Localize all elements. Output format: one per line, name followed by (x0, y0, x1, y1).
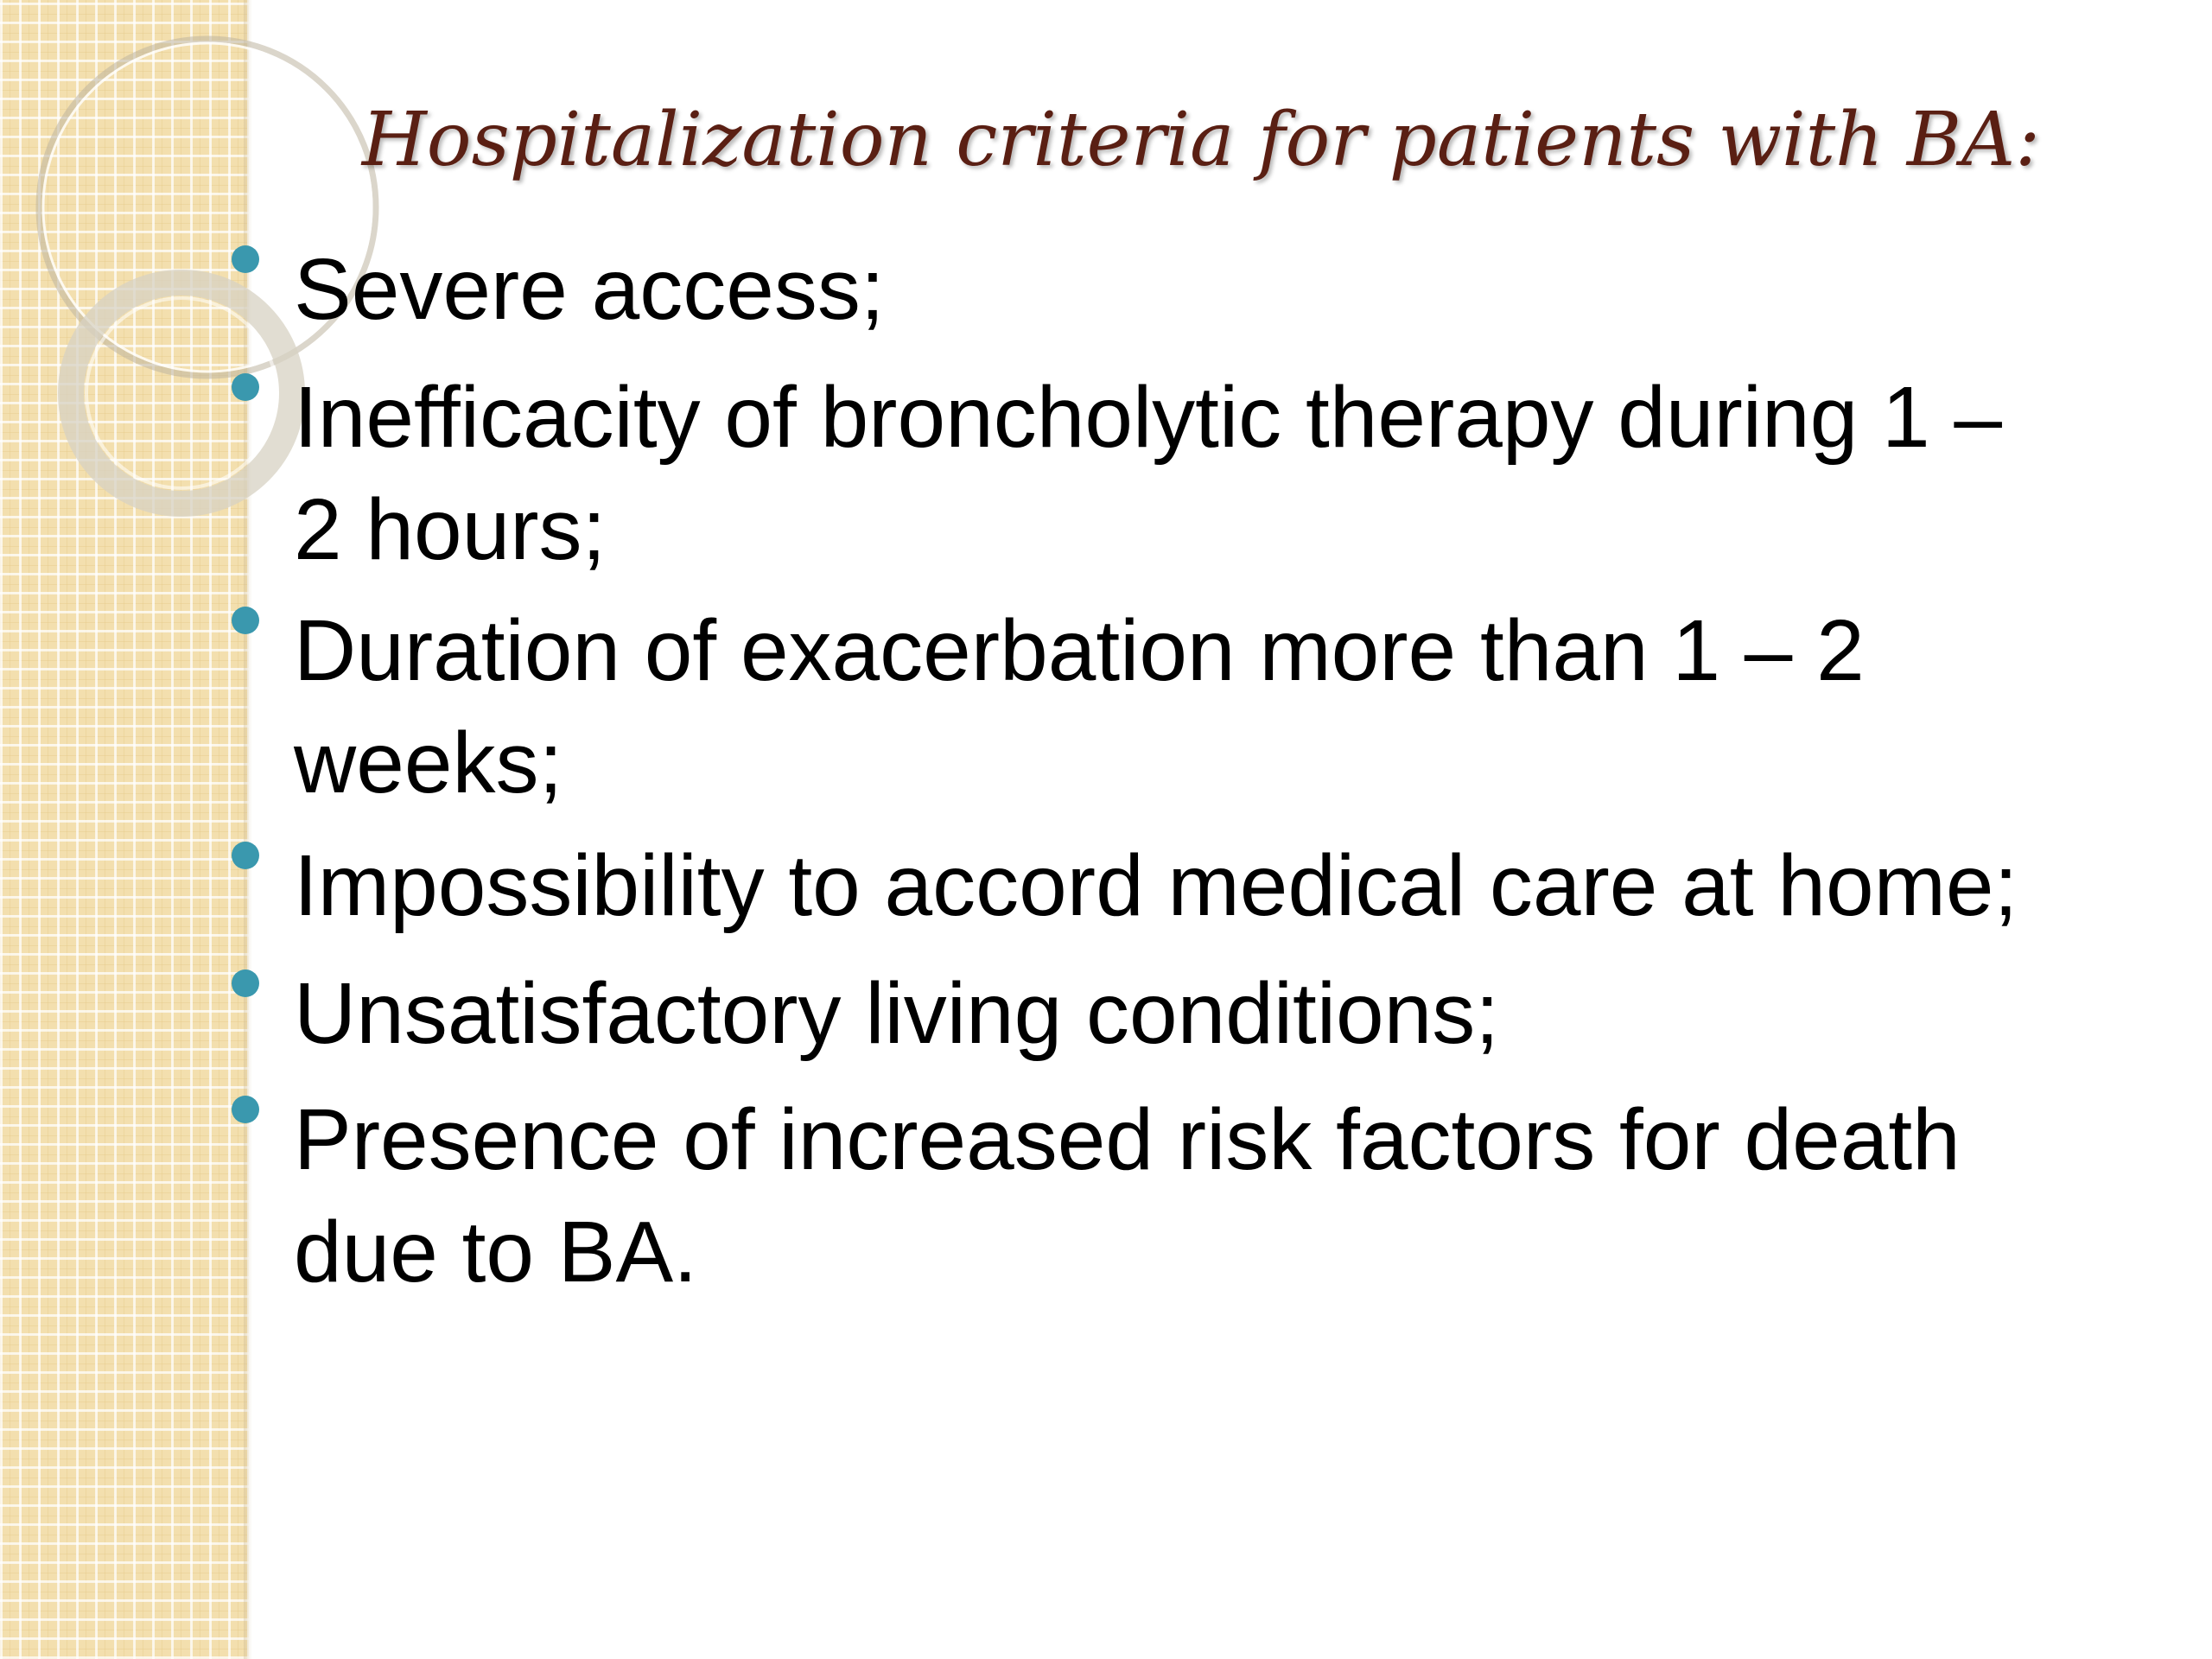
bullet-item-living-conditions (294, 957, 2134, 1070)
bullet-text-line: 2 hours; (294, 481, 607, 578)
bullet-item-severe-access (294, 233, 2134, 346)
bullet-dot-icon (232, 245, 259, 273)
bullet-text-line: Presence of increased risk factors for death (294, 1091, 1961, 1188)
bullet-item-risk-factors (294, 1084, 2134, 1308)
bullet-text-line: Severe access; (294, 241, 885, 338)
bullet-item-inefficacity (294, 361, 2134, 586)
bullet-dot-icon (232, 1096, 259, 1123)
bullet-dot-icon (232, 969, 259, 997)
bullet-text-line: Inefficacity of broncholytic therapy during 1 – (294, 369, 2003, 466)
slide-title: Hospitalization criteria for patients with BA: (361, 97, 2041, 183)
bullet-text-line: Duration of exacerbation more than 1 – 2 (294, 602, 1865, 699)
bullet-text-line: due to BA. (294, 1204, 697, 1300)
bullet-dot-icon (232, 607, 259, 634)
decorative-side-panel (0, 0, 249, 1659)
bullet-item-impossibility (294, 830, 2134, 942)
bullet-text-line: Unsatisfactory living conditions; (294, 965, 1500, 1062)
bullet-dot-icon (232, 373, 259, 401)
bullet-dot-icon (232, 842, 259, 869)
bullet-text-line: weeks; (294, 715, 563, 811)
bullet-item-duration (294, 594, 2134, 819)
bullet-text-line: Impossibility to accord medical care at home; (294, 837, 2018, 934)
